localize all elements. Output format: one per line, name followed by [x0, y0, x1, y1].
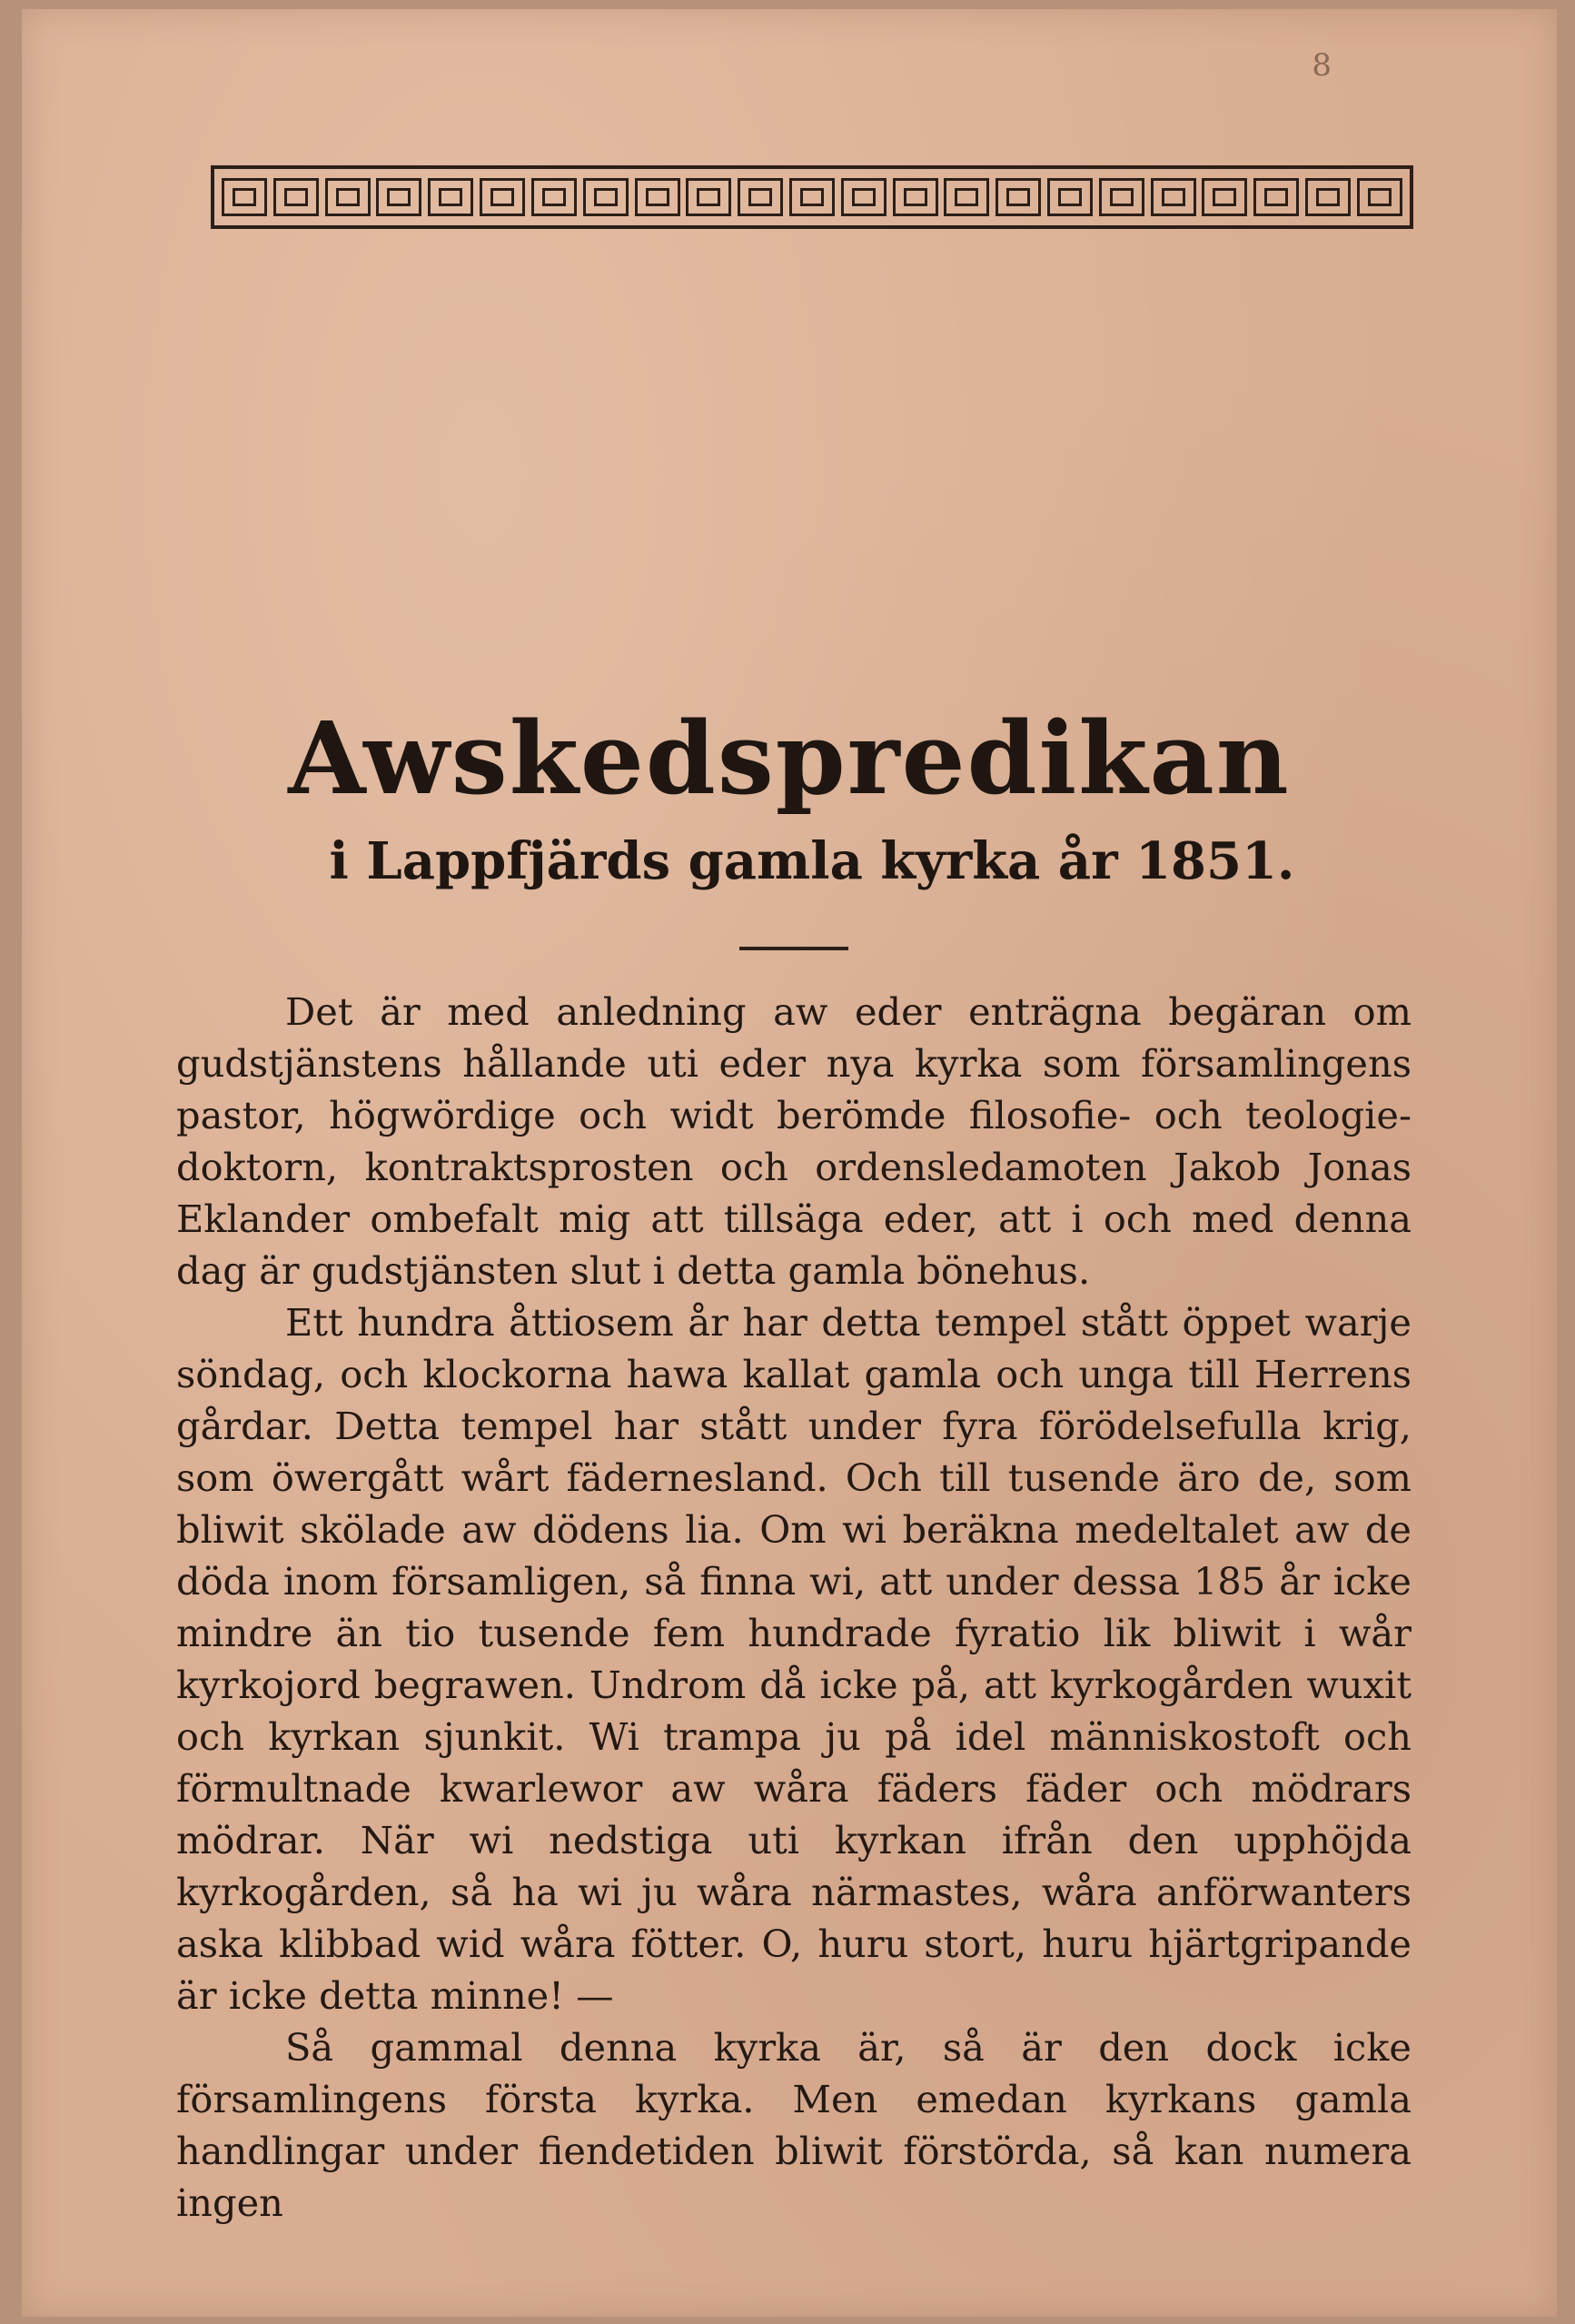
ornament-square-icon [1099, 178, 1144, 216]
ornament-square-icon [996, 178, 1041, 216]
ornament-square-icon [1253, 178, 1299, 216]
ornament-square-icon [428, 178, 473, 216]
paragraph: Ett hundra åttiosem år har detta tempel stått öppet warje söndag, och klockorna hawa kallat gamla och unga till Herrens gårdar. Detta tempel har stått under fyra förödelsefulla krig, som öwergått wårt fädernesland. Och till tusende äro de, som bliwit skölade aw dödens lia. Om wi beräkna medeltalet aw de döda inom församligen, så finna wi, att under dessa 185 år icke mindre än tio tusende fem hundrade fyratio lik bliwit i wår kyrkojord begrawen. Undrom då icke på, att kyrkogården wuxit och kyrkan sjunkit. Wi trampa ju på idel människostoft och förmultnade kwarlewor aw wåra fäders fäder och mödrars mödrar. När wi nedstiga uti kyrkan ifrån den upphöjda kyrkogården, så ha wi ju wåra närmastes, wåra anförwanters aska klibbad wid wåra fötter. O, huru stort, huru hjärtgripande är icke detta minne! — [176, 1300, 1412, 2018]
ornament-square-icon [686, 178, 731, 216]
ornament-square-icon [1151, 178, 1196, 216]
ornament-square-icon [273, 178, 319, 216]
paragraph: Det är med anledning aw eder enträgna begäran om gudstjänstens hållande uti eder nya kyrka som församlingens pastor, högwördige och widt berömde filosofie- och teologie-doktorn, kontraktsprosten och ordensledamoten Jakob Jonas Eklander ombefalt mig att tillsäga eder, att i och med denna dag är gudstjänsten slut i detta gamla bönehus. [176, 989, 1412, 1293]
document-subtitle: i Lappfjärds gamla kyrka år 1851. [329, 831, 1295, 891]
page-number: 8 [1312, 47, 1332, 84]
document-page [22, 9, 1557, 2317]
ornament-square-icon [789, 178, 835, 216]
ornament-square-icon [738, 178, 783, 216]
ornament-square-icon [893, 178, 938, 216]
ornament-square-icon [1357, 178, 1402, 216]
ornament-square-icon [944, 178, 989, 216]
ornament-square-icon [1047, 178, 1093, 216]
ornament-square-icon [1305, 178, 1351, 216]
ornament-square-icon [583, 178, 629, 216]
ornament-square-icon [531, 178, 577, 216]
ornament-square-icon [325, 178, 371, 216]
document-title: Awskedspredikan [288, 700, 1291, 817]
ornament-square-icon [635, 178, 680, 216]
title-divider [739, 947, 848, 950]
ornament-square-icon [376, 178, 421, 216]
ornament-square-icon [841, 178, 887, 216]
ornament-square-icon [480, 178, 525, 216]
body-text [176, 986, 1412, 2229]
ornament-square-icon [1202, 178, 1247, 216]
ornament-square-icon [222, 178, 267, 216]
paragraph: Så gammal denna kyrka är, så är den dock icke församlingens första kyrka. Men emedan kyrkans gamla handlingar under fiendetiden bliwit förstörda, så kan numera ingen [176, 2025, 1412, 2225]
decorative-header-border [211, 165, 1413, 229]
